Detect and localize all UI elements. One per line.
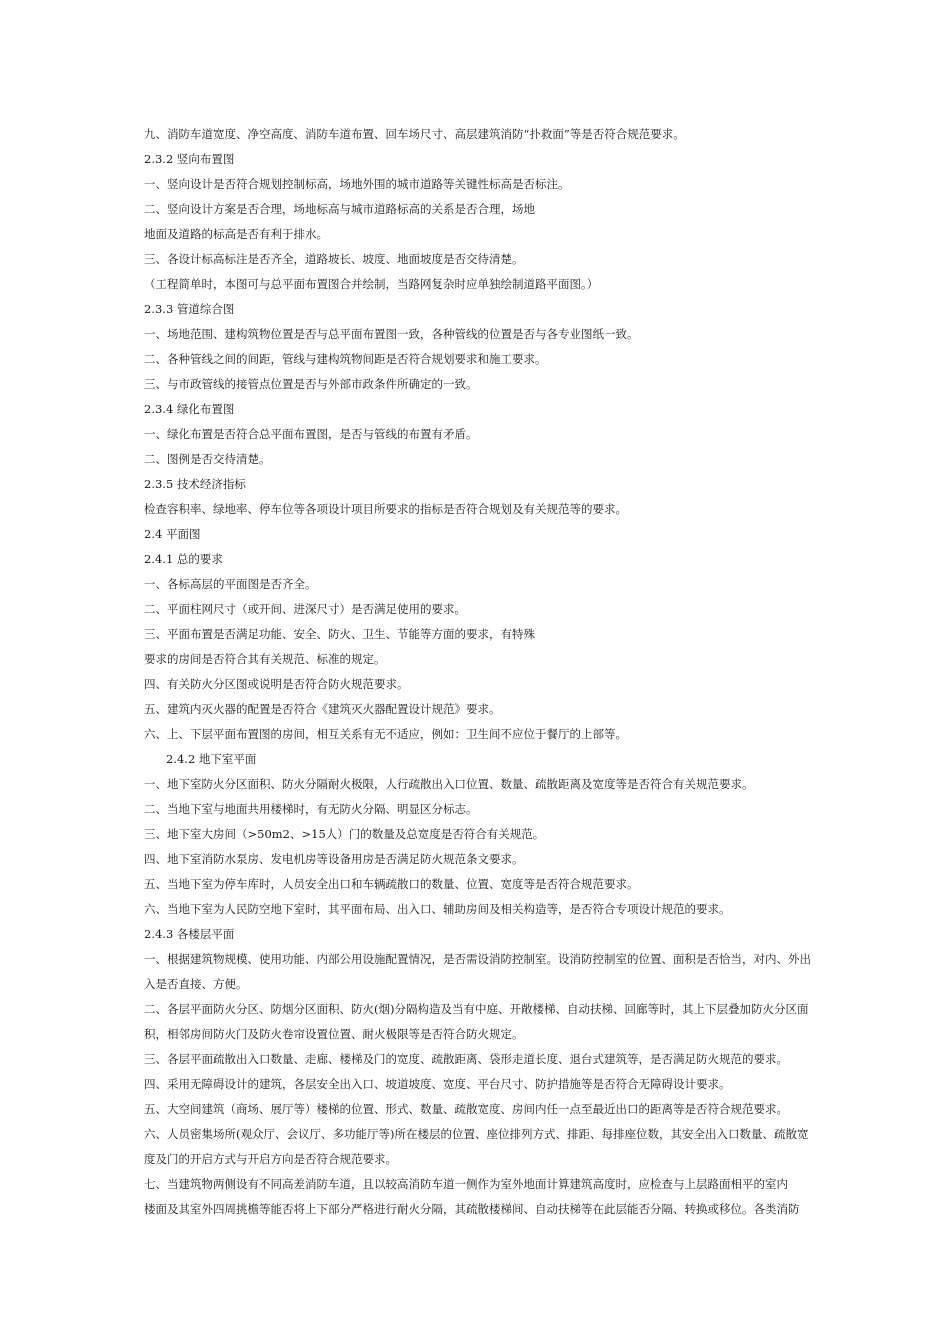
text-line: 五、建筑内灭火器的配置是否符合《建筑灭火器配置设计规范》要求。 (144, 702, 501, 716)
text-line: 五、大空间建筑（商场、展厅等）楼梯的位置、形式、数量、疏散宽度、房间内任一点至最近出口的距离等是否符合规范要求。 (144, 1102, 788, 1116)
section-heading: 2.3.4 绿化布置图 (144, 402, 235, 416)
text-line: 一、地下室防火分区面积、防火分隔耐火极限，人行疏散出入口位置、数量、疏散距离及宽度等是否符合有关规范要求。 (144, 777, 754, 791)
text-line: （工程简单时，本图可与总平面布置图合并绘制，当路网复杂时应单独绘制道路平面图。） (144, 277, 599, 291)
text-line: 一、竖向设计是否符合规划控制标高，场地外围的城市道路等关键性标高是否标注。 (144, 177, 570, 191)
section-heading: 2.3.3 管道综合图 (144, 302, 235, 316)
text-line: 二、竖向设计方案是否合理，场地标高与城市道路标高的关系是否合理，场地 (144, 202, 535, 216)
text-line: 一、各标高层的平面图是否齐全。 (144, 577, 317, 591)
text-line: 六、上、下层平面布置图的房间，相互关系有无不适应，例如：卫生间不应位于餐厅的上部等。 (144, 727, 627, 741)
text-line: 二、各种管线之间的间距，管线与建构筑物间距是否符合规划要求和施工要求。 (144, 352, 547, 366)
section-heading: 2.4.1 总的要求 (144, 552, 223, 566)
text-line: 积，相邻房间防火门及防火卷帘设置位置、耐火极限等是否符合防火规定。 (144, 1027, 524, 1041)
text-line: 楼面及其室外四周挑檐等能否将上下部分严格进行耐火分隔，其疏散楼梯间、自动扶梯等在此层能否分隔、转换或移位。各类消防 (144, 1202, 800, 1216)
text-line: 五、当地下室为停车库时，人员安全出口和车辆疏散口的数量、位置、宽度等是否符合规范要求。 (144, 877, 639, 891)
text-line: 二、当地下室与地面共用楼梯时，有无防火分隔、明显区分标志。 (144, 802, 478, 816)
text-line: 一、绿化布置是否符合总平面布置图，是否与管线的布置有矛盾。 (144, 427, 478, 441)
text-line: 三、平面布置是否满足功能、安全、防火、卫生、节能等方面的要求，有特殊 (144, 627, 535, 641)
text-line: 要求的房间是否符合其有关规范、标准的规定。 (144, 652, 386, 666)
text-line: 三、与市政管线的接管点位置是否与外部市政条件所确定的一致。 (144, 377, 478, 391)
section-heading: 2.3.2 竖向布置图 (144, 152, 235, 166)
text-line: 四、采用无障碍设计的建筑，各层安全出入口、坡道坡度、宽度、平台尺寸、防护措施等是否符合无障碍设计要求。 (144, 1077, 731, 1091)
text-line: 一、根据建筑物规模、使用功能、内部公用设施配置情况，是否需设消防控制室。设消防控制室的位置、面积是否恰当，对内、外出 (144, 952, 811, 966)
text-line: 度及门的开启方式与开启方向是否符合规范要求。 (144, 1152, 397, 1166)
text-line: 三、各层平面疏散出入口数量、走廊、楼梯及门的宽度、疏散距离、袋形走道长度、退台式建筑等，是否满足防火规范的要求。 (144, 1052, 788, 1066)
section-heading: 2.4 平面图 (144, 527, 201, 541)
text-line: 九、消防车道宽度、净空高度、消防车道布置、回车场尺寸、高层建筑消防“扑救面”等是否符合规范要求。 (144, 127, 685, 141)
text-line: 一、场地范围、建构筑物位置是否与总平面布置图一致，各种管线的位置是否与各专业图纸一致。 (144, 327, 639, 341)
text-line: 七、当建筑物两侧设有不同高差消防车道，且以较高消防车道一侧作为室外地面计算建筑高度时，应检查与上层路面相平的室内 (144, 1177, 788, 1191)
text-line: 二、图例是否交待清楚。 (144, 452, 271, 466)
section-heading: 2.4.2 地下室平面 (166, 752, 257, 766)
section-heading: 2.4.3 各楼层平面 (144, 927, 235, 941)
text-line: 入是否直接、方便。 (144, 977, 248, 991)
text-line: 二、平面柱网尺寸（或开间、进深尺寸）是否满足使用的要求。 (144, 602, 466, 616)
text-line: 六、当地下室为人民防空地下室时，其平面布局、出入口、辅助房间及相关构造等，是否符合专项设计规范的要求。 (144, 902, 731, 916)
text-line: 四、地下室消防水泵房、发电机房等设备用房是否满足防火规范条文要求。 (144, 852, 524, 866)
text-line: 六、人员密集场所(观众厅、会议厅、多功能厅等)所在楼层的位置、座位排列方式、排距、每排座位数，其安全出入口数量、疏散宽 (144, 1127, 809, 1141)
text-line: 三、各设计标高标注是否齐全，道路坡长、坡度、地面坡度是否交待清楚。 (144, 252, 524, 266)
text-line: 检查容积率、绿地率、停车位等各项设计项目所要求的指标是否符合规划及有关规范等的要求。 (144, 502, 627, 516)
section-heading: 2.3.5 技术经济指标 (144, 477, 246, 491)
text-line: 地面及道路的标高是否有利于排水。 (144, 227, 328, 241)
text-line: 四、有关防火分区图或说明是否符合防火规范要求。 (144, 677, 409, 691)
text-line: 三、地下室大房间（>50m2、>15人）门的数量及总宽度是否符合有关规范。 (144, 827, 545, 841)
text-line: 二、各层平面防火分区、防烟分区面积、防火(烟)分隔构造及当有中庭、开敞楼梯、自动扶梯、回廊等时，其上下层叠加防火分区面 (144, 1002, 809, 1016)
